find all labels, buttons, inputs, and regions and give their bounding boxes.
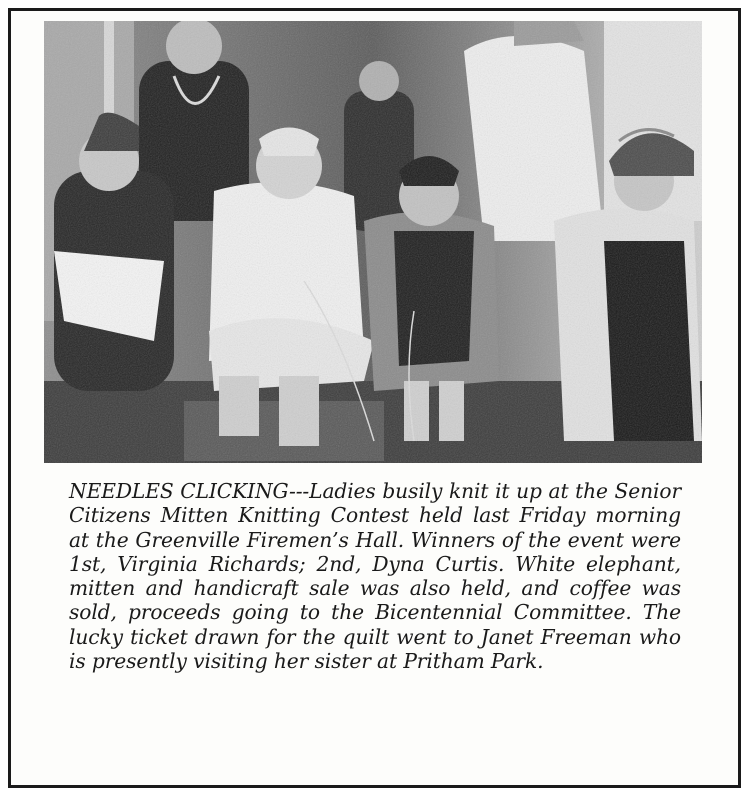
photo-caption bbox=[69, 479, 681, 673]
caption-body: ---Ladies busily knit it up at the Senior Citizens Mitten Knitting Contest held last Friday morning at the Greenville Firemen’s Hall. Winners of the event were 1st, Virginia Richards; 2nd, Dyna Curtis. White elephant, mitten and handicraft sale was also held, and coffee was sold, proceeds going to the Bicentennial Committee. The lucky ticket drawn for the quilt went to Janet Freeman who is presently visiting her sister at Pritham Park. bbox=[69, 479, 681, 674]
news-photograph bbox=[44, 21, 702, 463]
knitting-ladies-photo bbox=[44, 21, 702, 463]
clipping-frame bbox=[8, 8, 741, 788]
caption-headline: NEEDLES CLICKING bbox=[69, 479, 289, 503]
